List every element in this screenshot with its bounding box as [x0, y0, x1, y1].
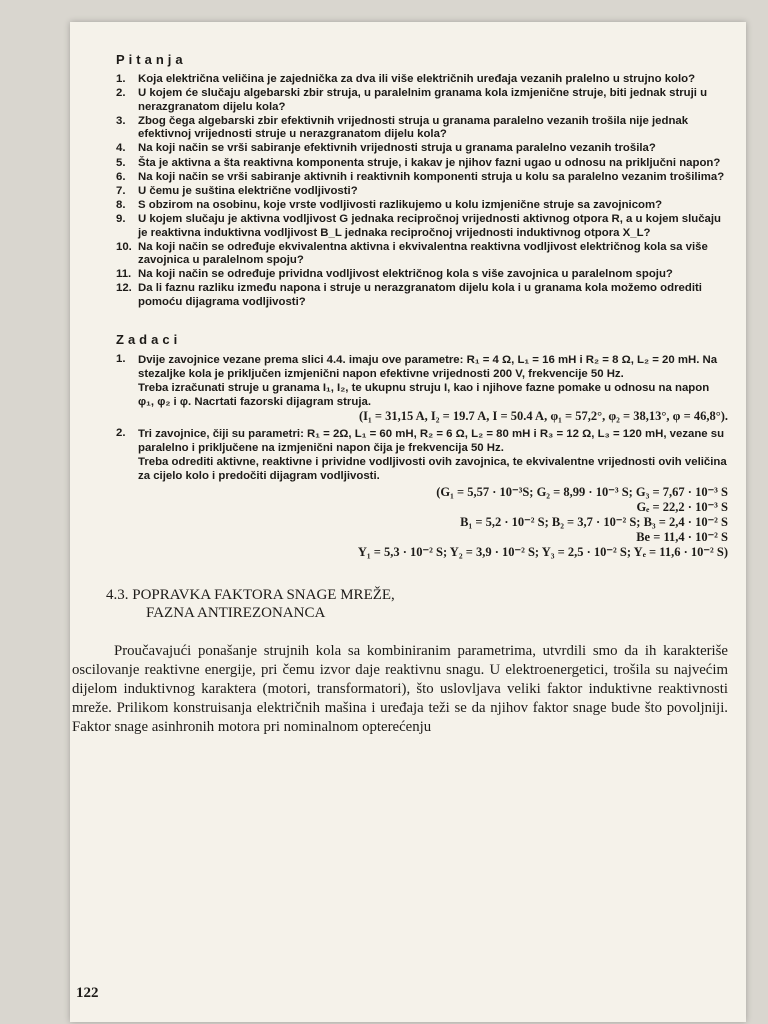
question-text: Šta je aktivna a šta reaktivna komponenta struje, i kakav je njihov fazni ugao u odnosu na priključni napon?: [138, 156, 721, 169]
question-text: U kojem će slučaju algebarski zbir struja, u paralelnim granama kola izmjenične struje, biti jednak struji u nerazgranatom dijelu kola?: [138, 87, 708, 113]
question-text: Da li faznu razliku između napona i struje u nerazgranatom dijelu kola i u granama kola možemo odrediti pomoću dijagrama vodljivosti?: [138, 282, 702, 308]
question-item: [116, 73, 728, 87]
task-number: 2.: [116, 427, 126, 440]
task-text: Dvije zavojnice vezane prema slici 4.4. imaju ove parametre: R₁ = 4 Ω, L₁ = 16 mH i R₂ = 8 Ω, L₂ = 20 mH. Na stezaljke kola je priključen izmjenični napon efektivne vrijednosti 200 V, frekvencije 50 Hz.: [138, 354, 718, 381]
question-item: [116, 157, 728, 171]
question-text: Na koji način se vrši sabiranje aktivnih i reaktivnih komponenti struja u kolu sa paralelno vezanim trošilima?: [138, 170, 725, 183]
task-item: [116, 353, 728, 424]
answer-line: (G₁ = 5,57 · 10⁻³S; G₂ = 8,99 · 10⁻³ S; G₃ = 7,67 · 10⁻³ S: [436, 485, 728, 500]
page-content: [72, 52, 728, 737]
question-text: Na koji način se određuje prividna vodljivost električnog kola s više zavojnica u paralelnom spoju?: [138, 268, 673, 281]
question-number: 5.: [116, 156, 126, 169]
task-instruction: Treba izračunati struje u granama I₁, I₂, te ukupnu struju I, kao i njihove fazne pomake u odnosu na napon φ₁, φ₂ i φ. Nacrtati fazorski dijagram struja.: [138, 382, 710, 409]
question-item: [116, 115, 728, 142]
tasks-heading: Zadaci: [116, 332, 182, 348]
task-instruction: Treba odrediti aktivne, reaktivne i prividne vodljivosti ovih zavojnica, te ekvivalentne vrijednosti ovih veličina za cijelo kolo i predočiti dijagram vodljivosti.: [138, 456, 727, 483]
section-title-line1: POPRAVKA FAKTORA SNAGE MREŽE,: [132, 587, 395, 604]
task-answer: (I₁ = 31,15 A, I₂ = 19.7 A, I = 50.4 A, φ₁ = 57,2°, φ₂ = 38,13°, φ = 46,8°).: [358, 409, 728, 424]
body-paragraph: Proučavajući ponašanje strujnih kola sa kombiniranim parametrima, utvrdili smo da ih karakteriše oscilovanje reaktivne energije, pri čemu izvor daje reaktivnu snagu. U elektroenergetici, trošila su najvećim dijelom induktivnog karaktera (motori, transformatori), što uslovljava veliki faktor induktivne reaktivnosti mreže. Prilikom konstruisanja električnih mašina i uređaja teži se da njihov faktor snage bude što povoljniji. Faktor snage asinhronih motora pri nominalnom opterećenju: [72, 643, 728, 736]
answer-line: Y₁ = 5,3 · 10⁻² S; Y₂ = 3,9 · 10⁻² S; Y₃ = 2,5 · 10⁻² S; Yₑ = 11,6 · 10⁻² S): [357, 545, 728, 560]
question-item: [116, 268, 728, 282]
question-number: 11.: [116, 268, 132, 281]
answer-line: Be = 11,4 · 10⁻² S: [636, 530, 728, 545]
question-number: 1.: [116, 73, 126, 85]
task-answers: [138, 485, 728, 560]
question-item: [116, 213, 728, 240]
question-text: U kojem slučaju je aktivna vodljivost G jednaka recipročnoj vrijednosti aktivnog otpora R, a u kojem slučaju je reaktivna induktivna vodljivost B_L jednaka recipročnoj vrijednosti induktivnog otpora X_L?: [138, 212, 721, 239]
section-title: [106, 586, 728, 622]
question-number: 9.: [116, 212, 126, 225]
question-text: S obzirom na osobinu, koje vrste vodljivosti razlikujemo u kolu izmjenične struje sa zavojnicom?: [138, 198, 663, 211]
question-number: 6.: [116, 170, 126, 183]
question-text: Na koji način se određuje ekvivalentna aktivna i ekvivalentna reaktivna vodljivost električnog kola sa više zavojnica u paralelnom spoju?: [138, 240, 708, 267]
question-item: [116, 171, 728, 185]
question-text: U čemu je suština električne vodljivosti?: [138, 184, 358, 197]
question-item: [116, 87, 728, 114]
spacer: [116, 310, 728, 332]
question-number: 8.: [116, 198, 126, 211]
question-number: 12.: [116, 282, 132, 295]
question-item: [116, 241, 728, 268]
section-number: 4.3.: [106, 587, 129, 604]
task-item: [116, 427, 728, 560]
question-item: [116, 282, 728, 309]
question-text: Na koji način se vrši sabiranje efektivnih vrijednosti struja u granama paralelno vezanih trošila?: [138, 142, 656, 155]
question-item: [116, 199, 728, 213]
question-number: 2.: [116, 87, 126, 100]
question-number: 4.: [116, 142, 126, 155]
book-page: [70, 22, 746, 1022]
question-number: 3.: [116, 114, 126, 127]
question-item: [116, 185, 728, 199]
answer-line: Gₑ = 22,2 · 10⁻³ S: [636, 500, 728, 515]
question-item: [116, 142, 728, 156]
page-number: 122: [76, 985, 99, 1001]
question-text: Zbog čega algebarski zbir efektivnih vrijednosti struja u granama paralelno vezanih trošila nije jednak efektivnoj vrijednosti struje u nerazgranatom dijelu kola?: [138, 114, 689, 141]
task-number: 1.: [116, 353, 126, 366]
question-text: Koja električna veličina je zajednička za dva ili više električnih uređaja vezanih pralelno u strujno kolo?: [138, 73, 696, 85]
questions-heading: Pitanja: [116, 52, 187, 67]
question-number: 10.: [116, 240, 132, 253]
task-text: Tri zavojnice, čiji su parametri: R₁ = 2Ω, L₁ = 60 mH, R₂ = 6 Ω, L₂ = 80 mH i R₃ = 12 Ω, L₃ = 120 mH, vezane su paralelno i priključene na izmjenični napon čija je frekvencija 50 Hz.: [138, 428, 725, 455]
section-title-line2: FAZNA ANTIREZONANCA: [146, 605, 326, 622]
questions-list: [116, 73, 728, 310]
question-number: 7.: [116, 184, 126, 197]
answer-line: B₁ = 5,2 · 10⁻² S; B₂ = 3,7 · 10⁻² S; B₃ = 2,4 · 10⁻² S: [460, 515, 728, 530]
tasks-list: [116, 353, 728, 560]
